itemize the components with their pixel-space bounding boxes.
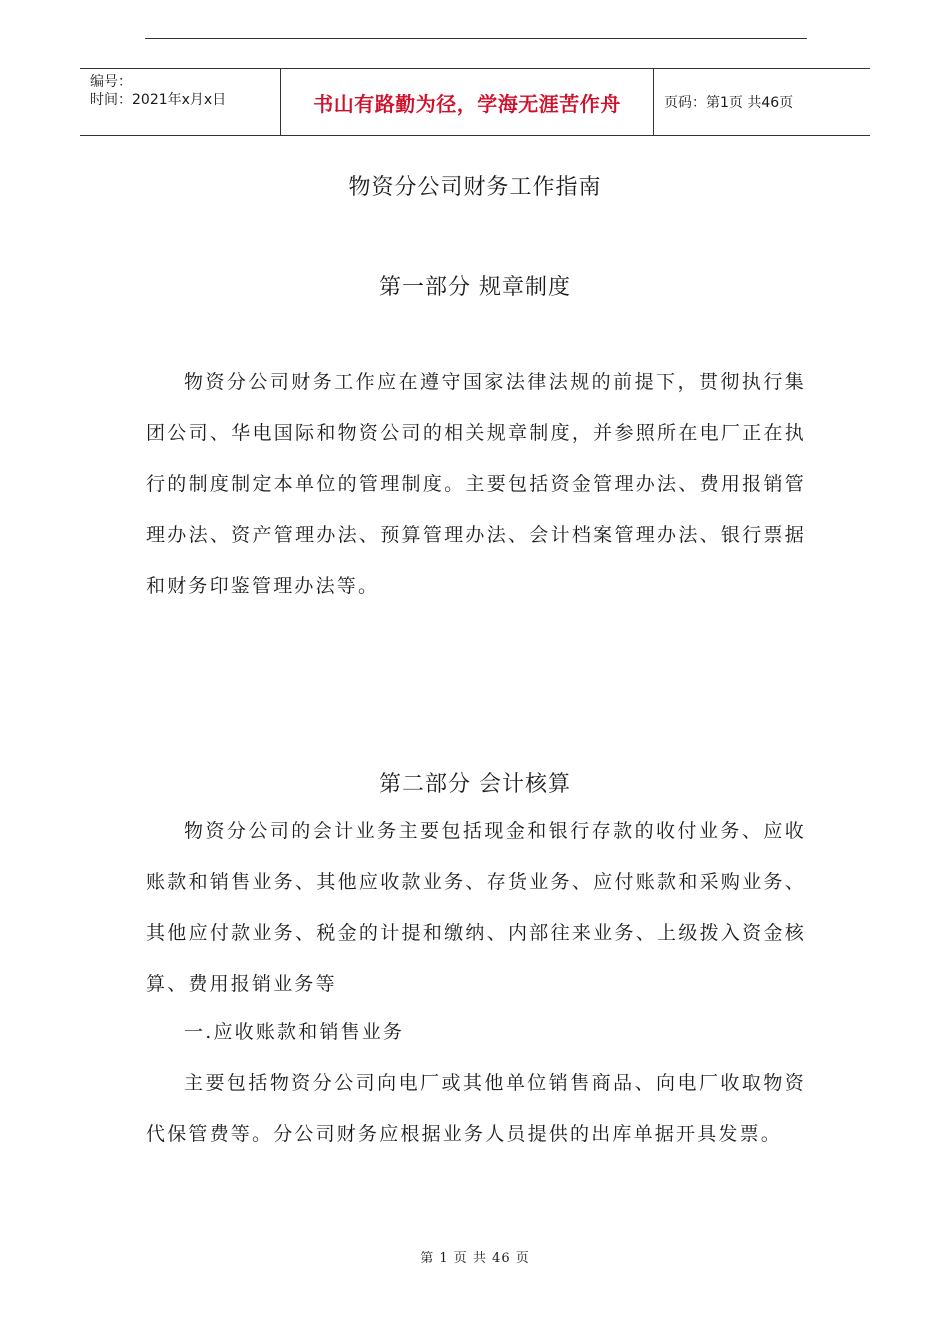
motto-cell: [281, 69, 654, 135]
part2-heading: 第二部分 会计核算: [379, 772, 571, 797]
page-footer: 第 1 页 共 46 页: [420, 1251, 530, 1266]
date-label: 时间：2021年x月x日: [90, 92, 227, 108]
code-label: 编号：: [90, 74, 132, 90]
page-info-text: 页码：第1页 共46页: [664, 95, 794, 111]
part1-heading: 第一部分 规章制度: [379, 275, 571, 300]
page-info-cell: [654, 69, 870, 135]
motto-text: 书山有路勤为径，学海无涯苦作舟: [313, 91, 621, 116]
top-divider: [145, 38, 807, 39]
header-table: [80, 68, 870, 136]
document-title: 物资分公司财务工作指南: [348, 175, 602, 200]
part2-body: 物资分公司的会计业务主要包括现金和银行存款的收付业务、应收账款和销售业务、其他应收款业务、存货业务、应付账款和采购业务、其他应付款业务、税金的计提和缴纳、内部往来业务、上级拨入资金核算、费用报销业务等: [146, 820, 806, 995]
section1-heading: 一.应收账款和销售业务: [184, 1021, 405, 1043]
section1-body: 主要包括物资分公司向电厂或其他单位销售商品、向电厂收取物资代保管费等。分公司财务应根据业务人员提供的出库单据开具发票。: [146, 1072, 806, 1145]
header-meta-cell: [80, 69, 281, 135]
part1-body: 物资分公司财务工作应在遵守国家法律法规的前提下，贯彻执行集团公司、华电国际和物资公司的相关规章制度，并参照所在电厂正在执行的制度制定本单位的管理制度。主要包括资金管理办法、费用报销管理办法、资产管理办法、预算管理办法、会计档案管理办法、银行票据和财务印鉴管理办法等。: [146, 371, 806, 597]
